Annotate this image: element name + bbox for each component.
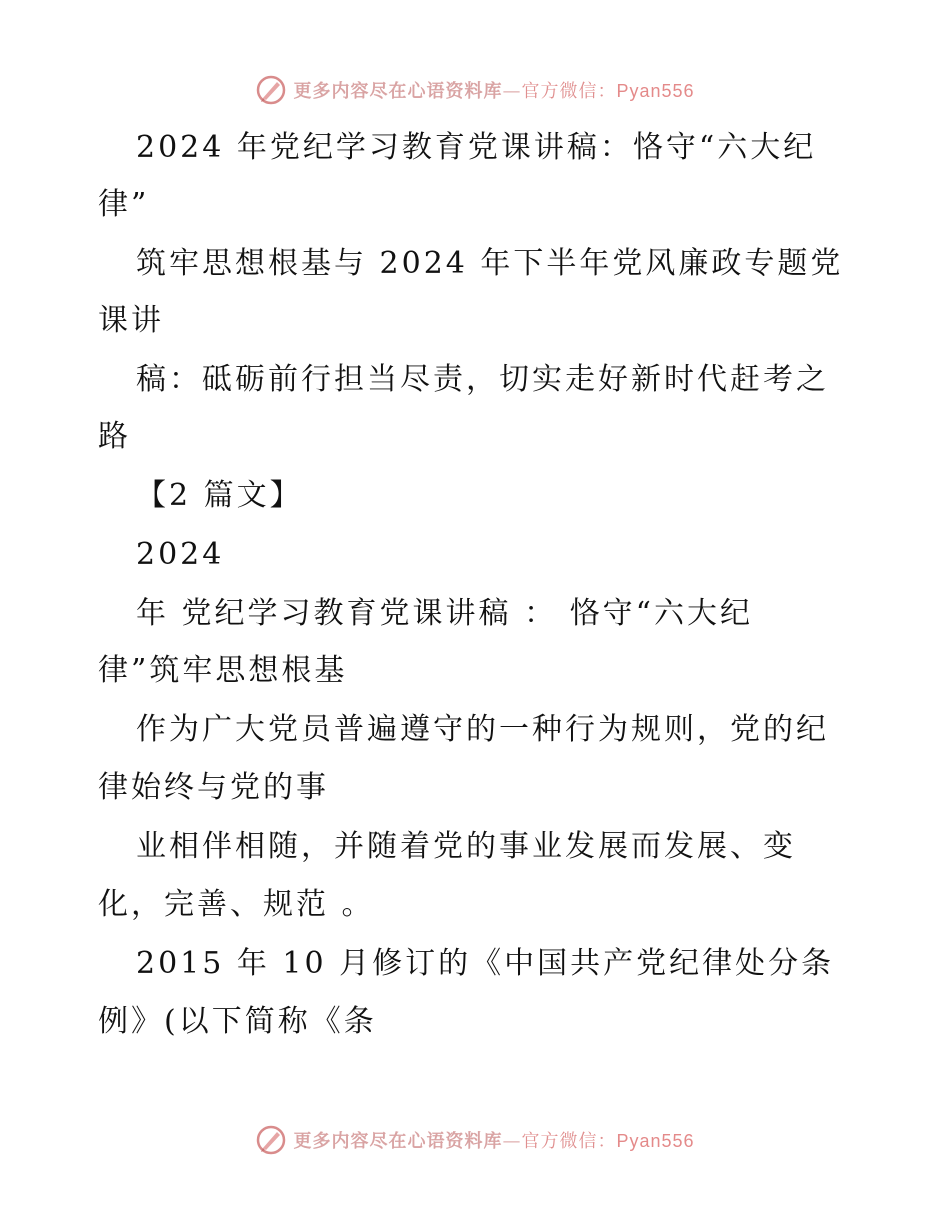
article-count-line: 【2 篇文】 <box>136 478 303 513</box>
body-line: 作为广大党员普遍遵守的一种行为规则，党的纪 <box>136 712 829 747</box>
watermark-text <box>293 77 694 103</box>
body-line: 业相伴相随，并随着党的事业发展而发展、变 <box>136 829 796 864</box>
quill-logo-icon <box>255 74 287 106</box>
watermark-wechat-id: Pyan556 <box>616 81 695 101</box>
watermark-wechat-id: Pyan556 <box>616 1131 695 1151</box>
body-line: 2015 年 10 月修订的《中国共产党纪律处分条 <box>136 946 835 981</box>
body-line: 律始终与党的事 <box>98 770 329 805</box>
watermark-separator: — <box>502 81 522 102</box>
body-line: 例》(以下简称《条 <box>98 1004 377 1039</box>
watermark-footer <box>0 1120 950 1160</box>
title-line: 筑牢思想根基与 2024 年下半年党风廉政专题党 <box>136 246 844 281</box>
watermark-separator: — <box>502 1131 522 1152</box>
quill-logo-icon <box>255 1124 287 1156</box>
heading-line: 年 党纪学习教育党课讲稿 ： 恪守“六大纪 <box>136 596 753 631</box>
watermark-header <box>0 70 950 110</box>
heading-line: 律”筑牢思想根基 <box>98 653 348 688</box>
watermark-text <box>293 1127 694 1153</box>
title-line: 律” <box>98 187 150 222</box>
watermark-wechat-label: 官方微信： <box>521 81 617 102</box>
body-line: 化，完善、规范 。 <box>98 887 375 922</box>
title-line: 2024 年党纪学习教育党课讲稿：恪守“六大纪 <box>136 130 817 165</box>
title-line: 路 <box>98 419 131 454</box>
title-line: 课讲 <box>98 303 164 338</box>
watermark-wechat-label: 官方微信： <box>521 1131 617 1152</box>
title-line: 稿：砥砺前行担当尽责，切实走好新时代赶考之 <box>136 362 829 397</box>
heading-line: 2024 <box>136 537 225 572</box>
watermark-brand: 更多内容尽在心语资料库 <box>293 81 503 102</box>
watermark-brand: 更多内容尽在心语资料库 <box>293 1131 503 1152</box>
